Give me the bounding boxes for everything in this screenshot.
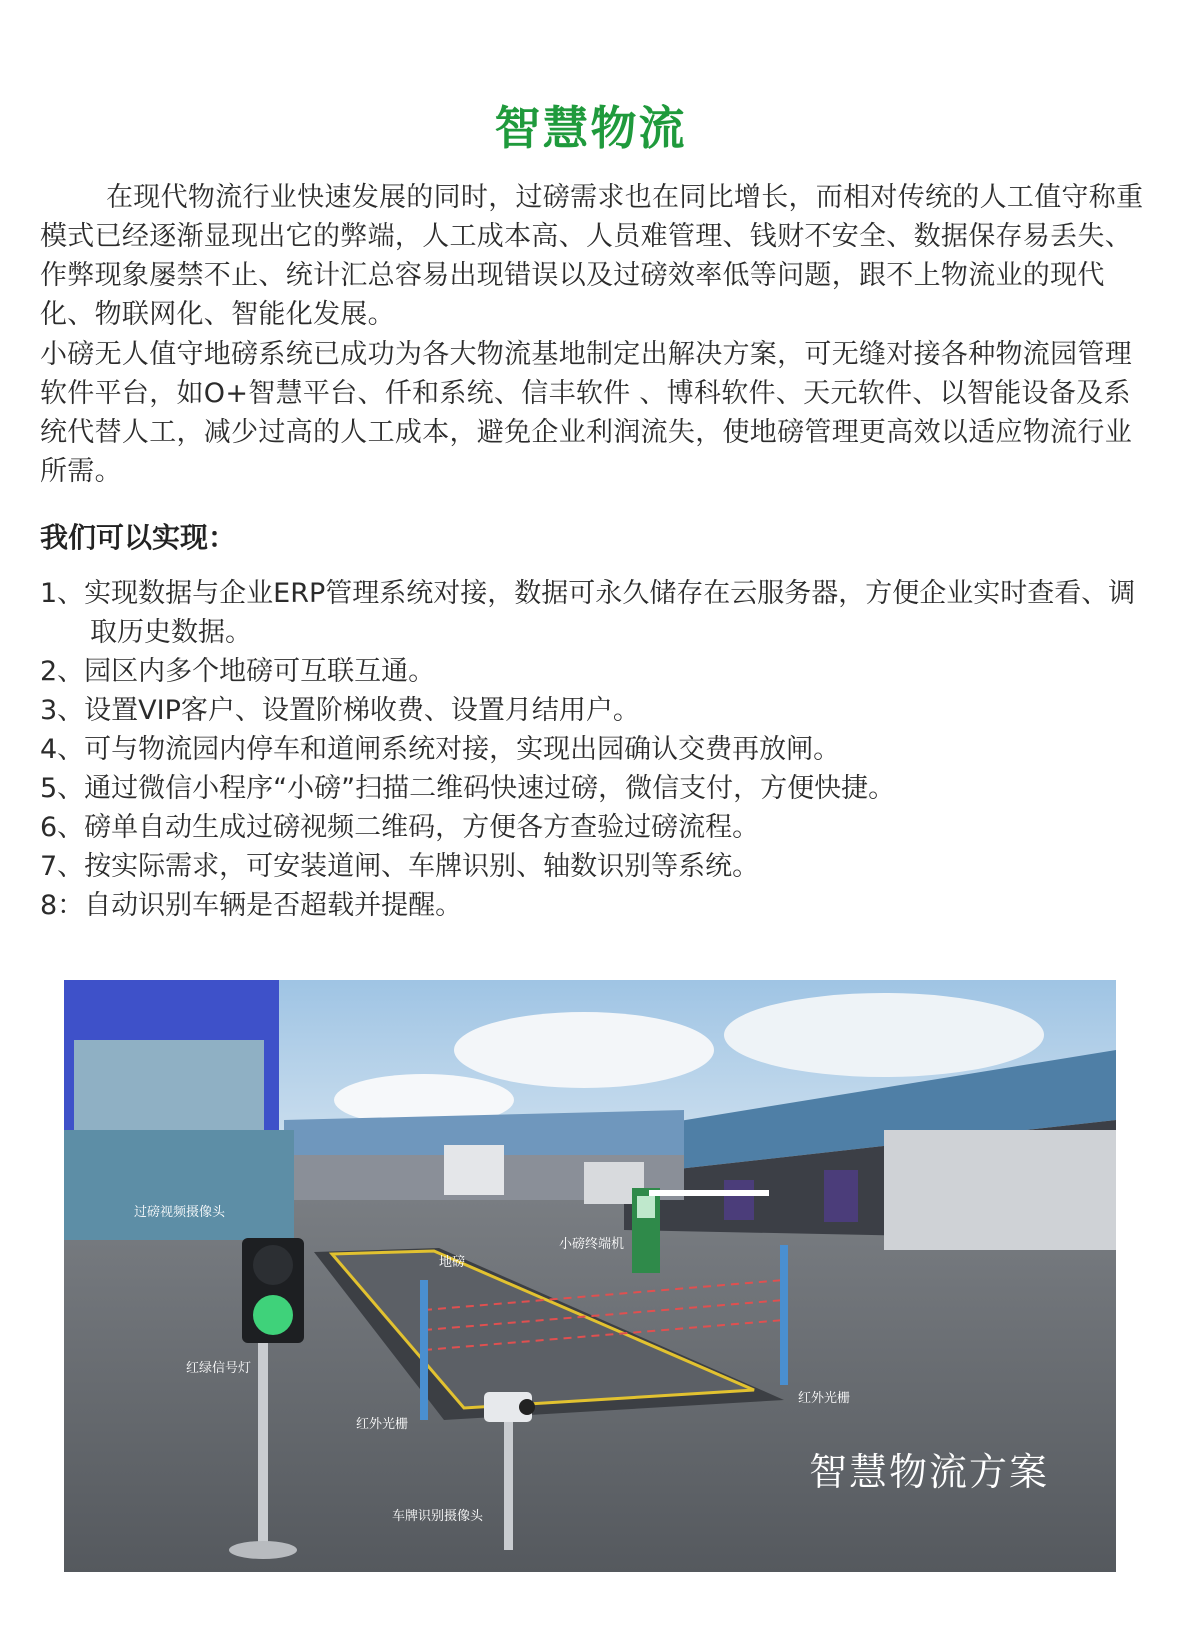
intro-paragraph-2: 小磅无人值守地磅系统已成功为各大物流基地制定出解决方案，可无缝对接各种物流园管理软件平台，如O+智慧平台、仟和系统、信丰软件 、博科软件、天元软件、以智能设备及系统代替人工，减少过高的人工成本，避免企业利润流失，使地磅管理更高效以适应物流行业所需。 — [40, 339, 1132, 487]
cloud — [724, 993, 1044, 1077]
list-item: 4、可与物流园内停车和道闸系统对接，实现出园确认交费再放闸。 — [40, 734, 841, 765]
list-item: 7、按实际需求，可安装道闸、车牌识别、轴数识别等系统。 — [40, 851, 760, 882]
infrared-post-left — [420, 1280, 428, 1420]
traffic-light-base — [229, 1541, 297, 1559]
label-plate-camera: 车牌识别摄像头 — [392, 1509, 484, 1524]
terminal-screen — [637, 1196, 655, 1218]
warehouse-door — [724, 1180, 754, 1220]
list-item: 2、园区内多个地磅可互联互通。 — [40, 656, 436, 687]
warehouse-door — [824, 1170, 858, 1222]
list-item: 8：自动识别车辆是否超载并提醒。 — [40, 890, 463, 921]
truck-trailer — [884, 1130, 1116, 1250]
label-traffic-light: 红绿信号灯 — [186, 1361, 252, 1376]
features-list — [40, 574, 1145, 925]
weighbridge-scene — [64, 980, 1116, 1572]
signal-lamp-off — [253, 1245, 293, 1285]
label-infrared-left: 红外光栅 — [356, 1417, 409, 1432]
list-item: 3、设置VIP客户、设置阶梯收费、设置月结用户。 — [40, 695, 640, 726]
plate-camera-pole — [504, 1420, 513, 1550]
infrared-post-right — [780, 1245, 788, 1385]
page-title: 智慧物流 — [494, 101, 687, 155]
label-scale: 地磅 — [439, 1255, 466, 1270]
list-item: 5、通过微信小程序“小磅”扫描二维码快速过磅，微信支付，方便快捷。 — [40, 773, 896, 804]
truck-cab — [444, 1145, 504, 1195]
solution-illustration — [64, 980, 1116, 1572]
features-heading: 我们可以实现： — [40, 521, 237, 554]
label-camera-video: 过磅视频摄像头 — [134, 1205, 226, 1220]
label-terminal: 小磅终端机 — [559, 1237, 625, 1252]
list-item: 1、实现数据与企业ERP管理系统对接，数据可永久储存在云服务器，方便企业实时查看、调取历史数据。 — [40, 578, 1136, 648]
barrier-arm — [649, 1190, 769, 1196]
office-base — [64, 1130, 294, 1240]
intro-paragraph-1: 在现代物流行业快速发展的同时，过磅需求也在同比增长，而相对传统的人工值守称重模式已经逐渐显现出它的弊端，人工成本高、人员难管理、钱财不安全、数据保存易丢失、作弊现象屡禁不止、统计汇总容易出现错误以及过磅效率低等问题，跟不上物流业的现代化、物联网化、智能化发展。 — [40, 182, 1144, 330]
figure-caption: 智慧物流方案 — [809, 1450, 1050, 1494]
plate-camera-lens — [519, 1399, 535, 1415]
cloud — [454, 1012, 714, 1088]
list-item: 6、磅单自动生成过磅视频二维码，方便各方查验过磅流程。 — [40, 812, 760, 843]
label-infrared-right: 红外光栅 — [798, 1391, 851, 1406]
traffic-light-pole — [258, 1320, 268, 1550]
signal-lamp-green — [253, 1295, 293, 1335]
